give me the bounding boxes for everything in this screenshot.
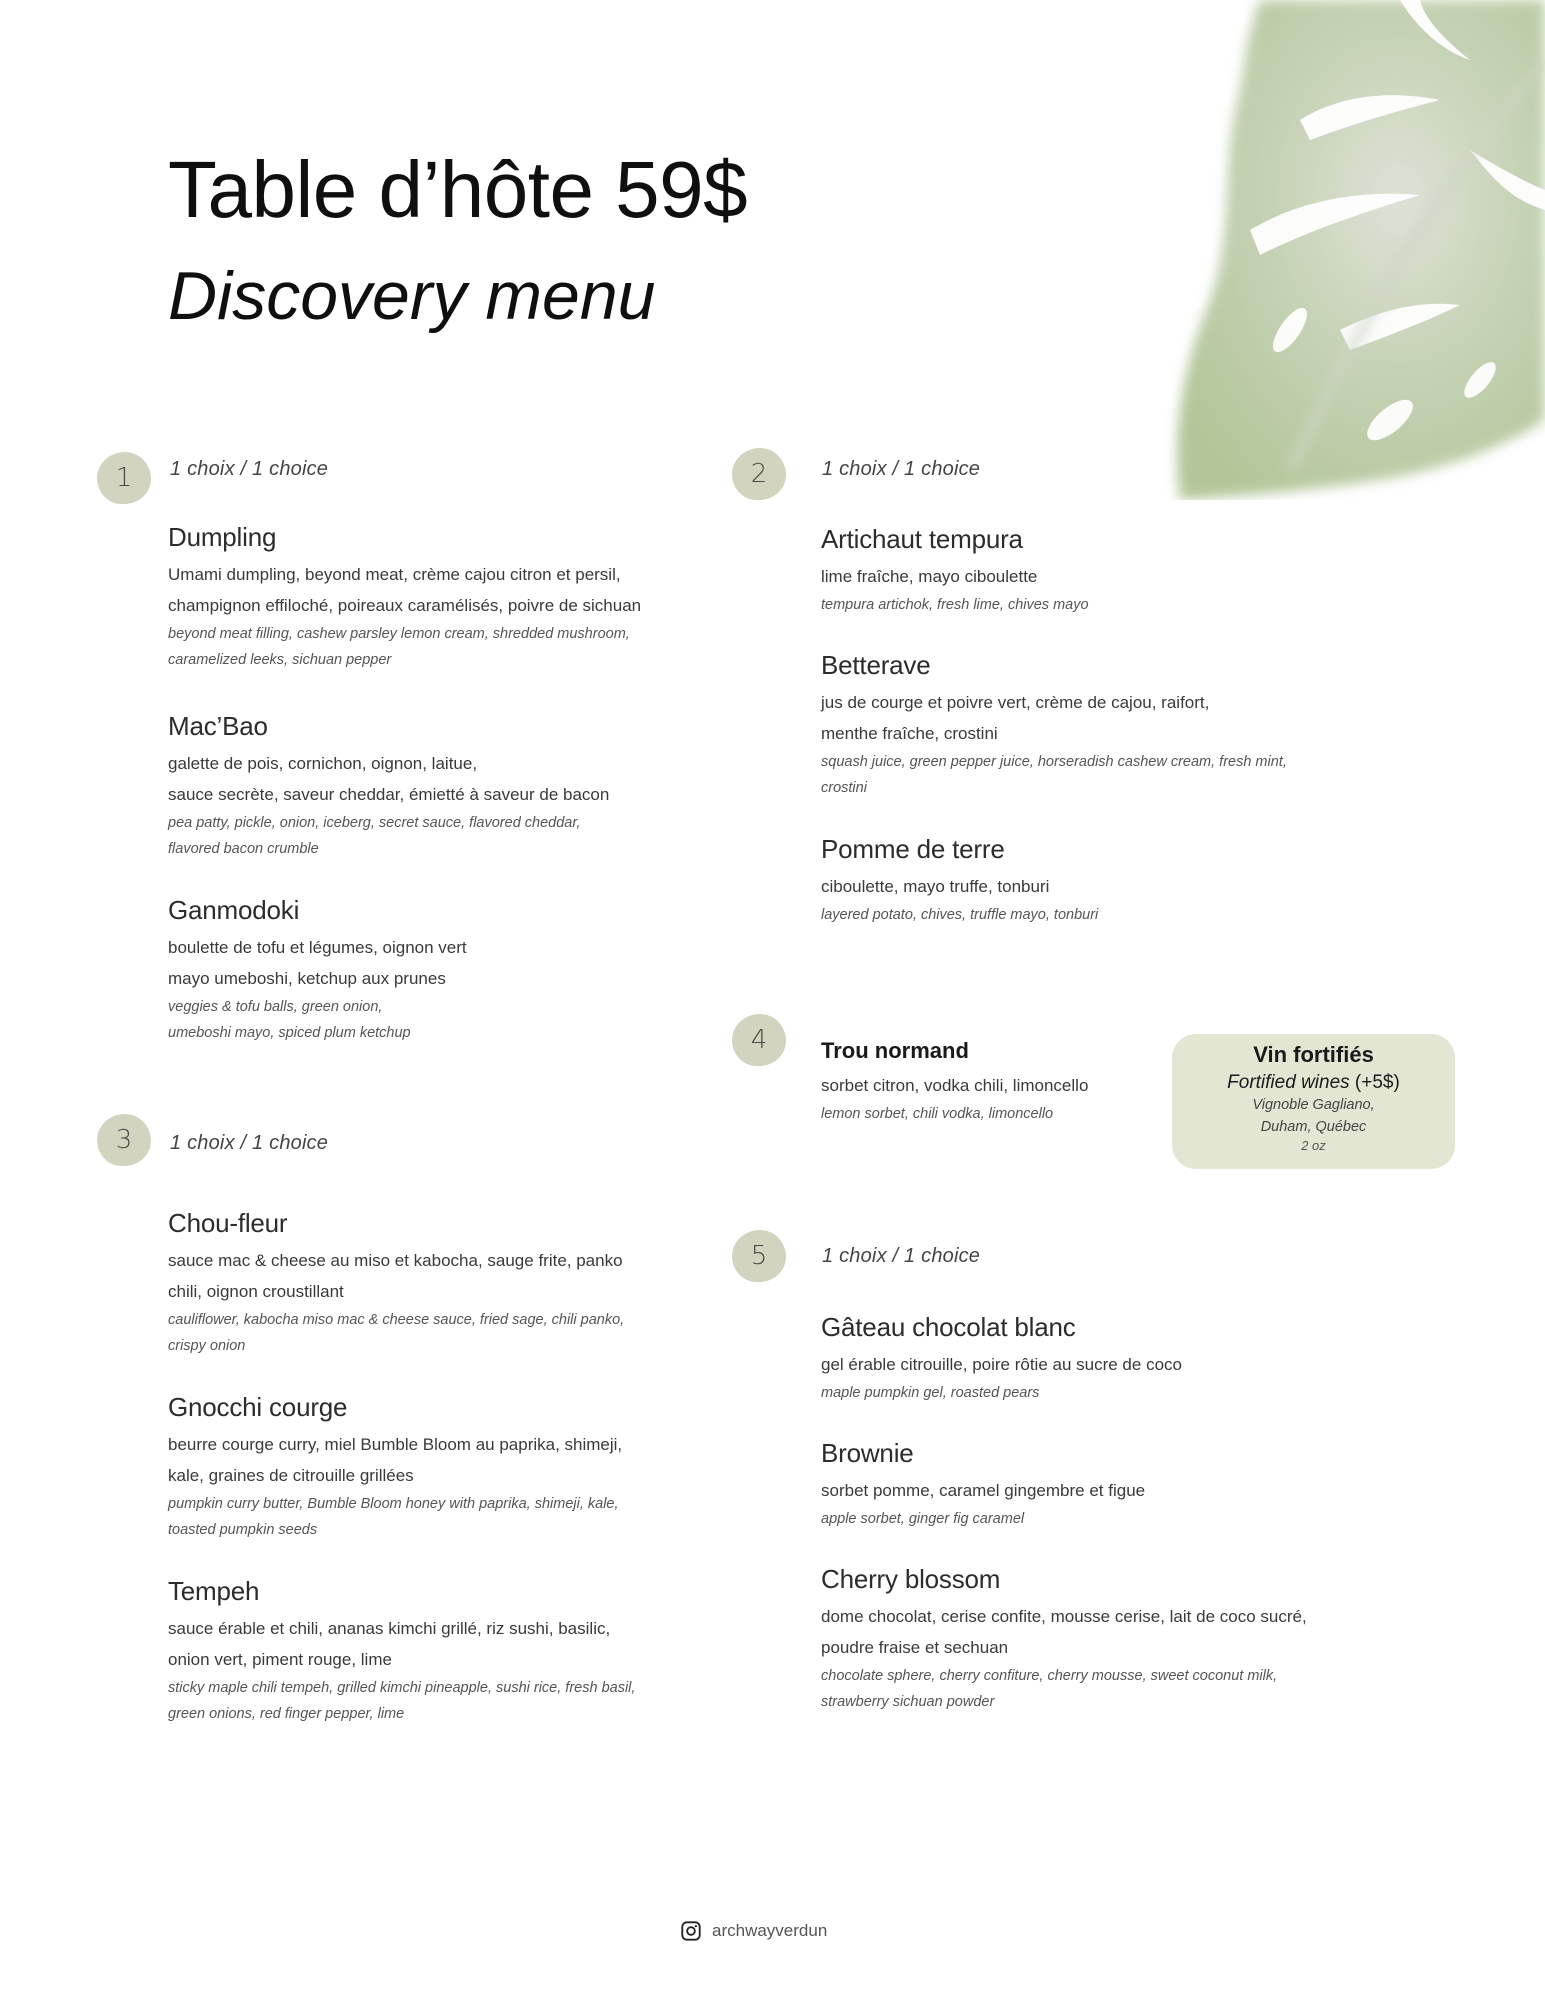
dish-description-en: umeboshi mayo, spiced plum ketchup: [168, 1025, 411, 1042]
dish-description-fr: menthe fraîche, crostini: [821, 724, 998, 744]
dish-name: Betterave: [821, 650, 931, 680]
dish-description-fr: sauce mac & cheese au miso et kabocha, sauge frite, panko: [168, 1251, 623, 1271]
dish-description-en: cauliflower, kabocha miso mac & cheese sauce, fried sage, chili panko,: [168, 1312, 625, 1329]
dish-name: Gâteau chocolat blanc: [821, 1312, 1076, 1342]
dish-description-en: maple pumpkin gel, roasted pears: [821, 1385, 1040, 1402]
dish-description-fr: chili, oignon croustillant: [168, 1282, 344, 1302]
dish-description-fr: sauce érable et chili, ananas kimchi grillé, riz sushi, basilic,: [168, 1619, 611, 1639]
dish-description-en: toasted pumpkin seeds: [168, 1522, 318, 1539]
dish-description-en: crispy onion: [168, 1338, 246, 1355]
dish-name: Ganmodoki: [168, 895, 300, 925]
dish-item: [821, 650, 1421, 801]
dish-description-fr: jus de courge et poivre vert, crème de cajou, raifort,: [821, 693, 1210, 713]
course-choice-label: 1 choix / 1 choice: [170, 458, 329, 480]
monstera-leaf-illustration: [1140, 0, 1545, 500]
dish-description-en: strawberry sichuan powder: [821, 1694, 995, 1711]
wine-title: Vin fortifiés: [1253, 1042, 1374, 1067]
dish-name: Trou normand: [821, 1038, 969, 1063]
dish-description-en: apple sorbet, ginger fig caramel: [821, 1511, 1025, 1528]
dish-item: [168, 895, 688, 1046]
dish-description-en: squash juice, green pepper juice, horseradish cashew cream, fresh mint,: [821, 754, 1287, 771]
dish-description-en: pea patty, pickle, onion, iceberg, secret sauce, flavored cheddar,: [168, 815, 581, 832]
dish-description-en: caramelized leeks, sichuan pepper: [168, 652, 392, 669]
course-choice-label: 1 choix / 1 choice: [170, 1132, 329, 1154]
dish-description-fr: dome chocolat, cerise confite, mousse cerise, lait de coco sucré,: [821, 1607, 1307, 1627]
wine-size: 2 oz: [1301, 1138, 1326, 1153]
dish-name: Brownie: [821, 1438, 914, 1468]
dish-description-fr: lime fraîche, mayo ciboulette: [821, 567, 1038, 587]
dish-item: [821, 834, 1421, 928]
dish-item: [168, 522, 688, 673]
dish-description-en: flavored bacon crumble: [168, 841, 319, 858]
dish-description-en: chocolate sphere, cherry confiture, cherry mousse, sweet coconut milk,: [821, 1668, 1278, 1685]
dish-description-en: crostini: [821, 780, 867, 797]
instagram-handle: archwayverdun: [712, 1921, 828, 1940]
wine-location: Duham, Québec: [1260, 1119, 1367, 1135]
dish-name: Cherry blossom: [821, 1564, 1001, 1594]
dish-item: [821, 524, 1421, 618]
menu-title: Table d’hôte 59$: [168, 145, 748, 234]
dish-description-en: beyond meat filling, cashew parsley lemon cream, shredded mushroom,: [168, 626, 630, 643]
dish-description-fr: beurre courge curry, miel Bumble Bloom au paprika, shimeji,: [168, 1435, 623, 1455]
dish-description-fr: ciboulette, mayo truffe, tonburi: [821, 877, 1050, 897]
dish-name: Dumpling: [168, 522, 277, 552]
dish-item: [168, 711, 688, 862]
instagram-icon: [680, 1920, 702, 1942]
wine-subtitle-italic: Fortified wines: [1227, 1072, 1350, 1093]
course-choice-label: 1 choix / 1 choice: [822, 1245, 981, 1267]
dish-description-fr: sorbet citron, vodka chili, limoncello: [821, 1076, 1089, 1095]
dish-description-en: green onions, red finger pepper, lime: [168, 1706, 405, 1723]
dish-description-fr: boulette de tofu et légumes, oignon vert: [168, 938, 467, 958]
dish-description-fr: onion vert, piment rouge, lime: [168, 1650, 392, 1670]
dish-description-en: sticky maple chili tempeh, grilled kimchi pineapple, sushi rice, fresh basil,: [168, 1680, 636, 1697]
wine-producer: Vignoble Gagliano,: [1252, 1097, 1375, 1113]
dish-description-en: lemon sorbet, chili vodka, limoncello: [821, 1106, 1054, 1122]
menu-subtitle: Discovery menu: [168, 258, 656, 334]
fortified-wine-box: [1172, 1034, 1455, 1169]
dish-description-fr: poudre fraise et sechuan: [821, 1638, 1009, 1658]
dish-description-fr: Umami dumpling, beyond meat, crème cajou citron et persil,: [168, 565, 621, 585]
dish-description-fr: galette de pois, cornichon, oignon, laitue,: [168, 754, 478, 774]
dish-name: Gnocchi courge: [168, 1392, 348, 1422]
dish-description-en: tempura artichok, fresh lime, chives mayo: [821, 597, 1089, 614]
dish-description-fr: gel érable citrouille, poire rôtie au sucre de coco: [821, 1355, 1182, 1375]
dish-item: [168, 1208, 688, 1359]
dish-item: [821, 1312, 1421, 1406]
dish-description-en: pumpkin curry butter, Bumble Bloom honey with paprika, shimeji, kale,: [168, 1496, 619, 1513]
dish-item: [821, 1038, 1151, 1127]
dish-name: Artichaut tempura: [821, 524, 1023, 554]
instagram-link[interactable]: [680, 1920, 827, 1942]
course-choice-label: 1 choix / 1 choice: [822, 458, 981, 480]
dish-name: Chou-fleur: [168, 1208, 288, 1238]
dish-description-fr: mayo umeboshi, ketchup aux prunes: [168, 969, 446, 989]
wine-subtitle: [1172, 1072, 1455, 1094]
dish-description-fr: sorbet pomme, caramel gingembre et figue: [821, 1481, 1146, 1501]
course-number-badge: 3: [97, 1114, 151, 1166]
dish-description-fr: sauce secrète, saveur cheddar, émietté à saveur de bacon: [168, 785, 610, 805]
course-number-badge: 2: [732, 448, 786, 500]
dish-item: [168, 1576, 688, 1727]
course-number-badge: 4: [732, 1014, 786, 1066]
dish-name: Tempeh: [168, 1576, 260, 1606]
dish-description-en: layered potato, chives, truffle mayo, tonburi: [821, 907, 1099, 924]
dish-item: [821, 1564, 1421, 1715]
course-number-badge: 1: [97, 452, 151, 504]
course-number-badge: 5: [732, 1230, 786, 1282]
dish-description-en: veggies & tofu balls, green onion,: [168, 999, 383, 1016]
dish-description-fr: champignon effiloché, poireaux caramélisés, poivre de sichuan: [168, 596, 642, 616]
dish-name: Pomme de terre: [821, 834, 1005, 864]
dish-description-fr: kale, graines de citrouille grillées: [168, 1466, 414, 1486]
wine-price: (+5$): [1349, 1072, 1400, 1093]
dish-name: Mac’Bao: [168, 711, 268, 741]
dish-item: [821, 1438, 1421, 1532]
dish-item: [168, 1392, 688, 1543]
